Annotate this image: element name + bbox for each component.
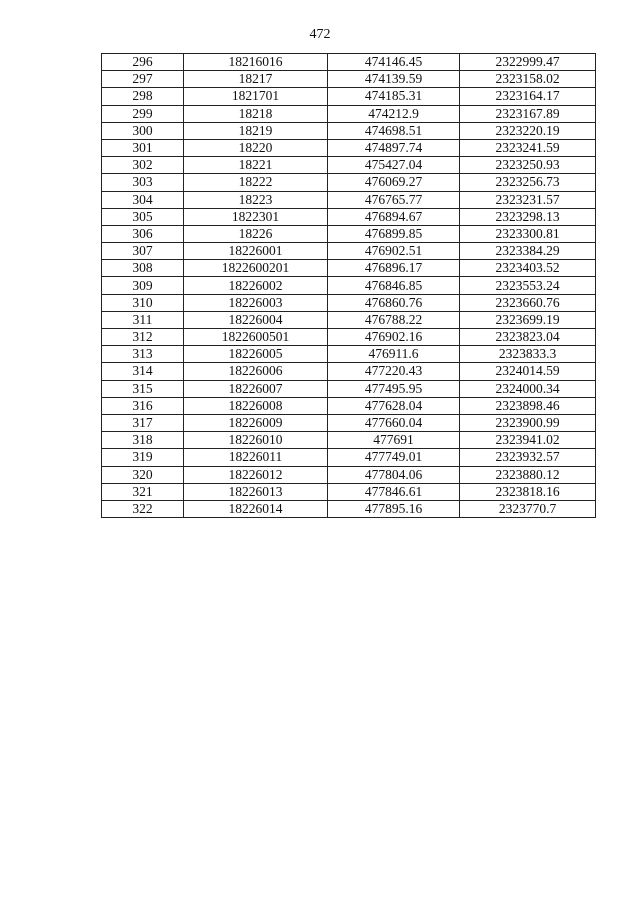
- point-number-cell: 297: [102, 71, 184, 88]
- x-coordinate-cell: 476896.17: [328, 260, 460, 277]
- point-code-cell: 1822301: [184, 208, 328, 225]
- y-coordinate-cell: 2323941.02: [460, 432, 596, 449]
- table-row: [102, 71, 596, 88]
- point-code-cell: 18220: [184, 139, 328, 156]
- table-row: [102, 174, 596, 191]
- point-number-cell: 303: [102, 174, 184, 191]
- x-coordinate-cell: 477220.43: [328, 363, 460, 380]
- point-number-cell: 315: [102, 380, 184, 397]
- point-number-cell: 301: [102, 139, 184, 156]
- y-coordinate-cell: 2323932.57: [460, 449, 596, 466]
- point-code-cell: 18218: [184, 105, 328, 122]
- point-number-cell: 318: [102, 432, 184, 449]
- x-coordinate-cell: 476911.6: [328, 346, 460, 363]
- x-coordinate-cell: 474139.59: [328, 71, 460, 88]
- table-row: [102, 122, 596, 139]
- table-row: [102, 346, 596, 363]
- x-coordinate-cell: 477749.01: [328, 449, 460, 466]
- y-coordinate-cell: 2323880.12: [460, 466, 596, 483]
- x-coordinate-cell: 474897.74: [328, 139, 460, 156]
- point-code-cell: 18226013: [184, 483, 328, 500]
- point-number-cell: 305: [102, 208, 184, 225]
- point-number-cell: 311: [102, 311, 184, 328]
- y-coordinate-cell: 2323241.59: [460, 139, 596, 156]
- point-number-cell: 299: [102, 105, 184, 122]
- point-code-cell: 18226008: [184, 397, 328, 414]
- point-number-cell: 300: [102, 122, 184, 139]
- point-number-cell: 306: [102, 225, 184, 242]
- point-number-cell: 313: [102, 346, 184, 363]
- x-coordinate-cell: 476846.85: [328, 277, 460, 294]
- table-row: [102, 449, 596, 466]
- x-coordinate-cell: 475427.04: [328, 157, 460, 174]
- table-row: [102, 157, 596, 174]
- x-coordinate-cell: 476902.51: [328, 243, 460, 260]
- x-coordinate-cell: 477628.04: [328, 397, 460, 414]
- y-coordinate-cell: 2323220.19: [460, 122, 596, 139]
- table-body: [102, 54, 596, 518]
- y-coordinate-cell: 2323823.04: [460, 329, 596, 346]
- point-number-cell: 319: [102, 449, 184, 466]
- table-row: [102, 88, 596, 105]
- y-coordinate-cell: 2323660.76: [460, 294, 596, 311]
- point-code-cell: 18221: [184, 157, 328, 174]
- point-code-cell: 18226014: [184, 500, 328, 517]
- table-row: [102, 294, 596, 311]
- y-coordinate-cell: 2323167.89: [460, 105, 596, 122]
- point-code-cell: 18226007: [184, 380, 328, 397]
- table-row: [102, 105, 596, 122]
- y-coordinate-cell: 2324014.59: [460, 363, 596, 380]
- point-number-cell: 312: [102, 329, 184, 346]
- x-coordinate-cell: 476860.76: [328, 294, 460, 311]
- y-coordinate-cell: 2323898.46: [460, 397, 596, 414]
- point-code-cell: 1822600501: [184, 329, 328, 346]
- x-coordinate-cell: 476902.16: [328, 329, 460, 346]
- y-coordinate-cell: 2323158.02: [460, 71, 596, 88]
- point-number-cell: 321: [102, 483, 184, 500]
- x-coordinate-cell: 477691: [328, 432, 460, 449]
- x-coordinate-cell: 474698.51: [328, 122, 460, 139]
- x-coordinate-cell: 477804.06: [328, 466, 460, 483]
- x-coordinate-cell: 477495.95: [328, 380, 460, 397]
- y-coordinate-cell: 2323231.57: [460, 191, 596, 208]
- y-coordinate-cell: 2323250.93: [460, 157, 596, 174]
- table-row: [102, 500, 596, 517]
- y-coordinate-cell: 2323300.81: [460, 225, 596, 242]
- table-row: [102, 260, 596, 277]
- x-coordinate-cell: 476894.67: [328, 208, 460, 225]
- x-coordinate-cell: 474146.45: [328, 54, 460, 71]
- y-coordinate-cell: 2324000.34: [460, 380, 596, 397]
- x-coordinate-cell: 474185.31: [328, 88, 460, 105]
- point-code-cell: 18226005: [184, 346, 328, 363]
- table-row: [102, 432, 596, 449]
- x-coordinate-cell: 476765.77: [328, 191, 460, 208]
- point-number-cell: 309: [102, 277, 184, 294]
- point-code-cell: 18226012: [184, 466, 328, 483]
- point-code-cell: 18226006: [184, 363, 328, 380]
- y-coordinate-cell: 2323770.7: [460, 500, 596, 517]
- point-code-cell: 18216016: [184, 54, 328, 71]
- point-number-cell: 316: [102, 397, 184, 414]
- point-number-cell: 320: [102, 466, 184, 483]
- point-code-cell: 18226011: [184, 449, 328, 466]
- y-coordinate-cell: 2323699.19: [460, 311, 596, 328]
- point-number-cell: 308: [102, 260, 184, 277]
- table-row: [102, 483, 596, 500]
- page-number: 472: [309, 27, 331, 42]
- point-number-cell: 298: [102, 88, 184, 105]
- table-row: [102, 54, 596, 71]
- point-number-cell: 302: [102, 157, 184, 174]
- point-code-cell: 18226010: [184, 432, 328, 449]
- point-code-cell: 1821701: [184, 88, 328, 105]
- point-number-cell: 296: [102, 54, 184, 71]
- point-code-cell: 18226009: [184, 414, 328, 431]
- table-row: [102, 277, 596, 294]
- point-number-cell: 314: [102, 363, 184, 380]
- table-row: [102, 191, 596, 208]
- point-number-cell: 322: [102, 500, 184, 517]
- y-coordinate-cell: 2323553.24: [460, 277, 596, 294]
- table-row: [102, 243, 596, 260]
- y-coordinate-cell: 2323164.17: [460, 88, 596, 105]
- table-row: [102, 414, 596, 431]
- table-row: [102, 363, 596, 380]
- point-number-cell: 307: [102, 243, 184, 260]
- point-code-cell: 1822600201: [184, 260, 328, 277]
- point-code-cell: 18223: [184, 191, 328, 208]
- x-coordinate-cell: 477846.61: [328, 483, 460, 500]
- table-row: [102, 225, 596, 242]
- point-number-cell: 310: [102, 294, 184, 311]
- y-coordinate-cell: 2323833.3: [460, 346, 596, 363]
- table-row: [102, 311, 596, 328]
- table-row: [102, 139, 596, 156]
- coordinates-table: [101, 53, 596, 518]
- point-code-cell: 18226003: [184, 294, 328, 311]
- table-row: [102, 380, 596, 397]
- x-coordinate-cell: 477660.04: [328, 414, 460, 431]
- x-coordinate-cell: 474212.9: [328, 105, 460, 122]
- y-coordinate-cell: 2322999.47: [460, 54, 596, 71]
- x-coordinate-cell: 476069.27: [328, 174, 460, 191]
- y-coordinate-cell: 2323900.99: [460, 414, 596, 431]
- x-coordinate-cell: 476788.22: [328, 311, 460, 328]
- point-code-cell: 18226: [184, 225, 328, 242]
- y-coordinate-cell: 2323256.73: [460, 174, 596, 191]
- table-row: [102, 329, 596, 346]
- point-code-cell: 18226004: [184, 311, 328, 328]
- table-row: [102, 208, 596, 225]
- y-coordinate-cell: 2323384.29: [460, 243, 596, 260]
- x-coordinate-cell: 477895.16: [328, 500, 460, 517]
- y-coordinate-cell: 2323818.16: [460, 483, 596, 500]
- point-number-cell: 304: [102, 191, 184, 208]
- y-coordinate-cell: 2323403.52: [460, 260, 596, 277]
- point-code-cell: 18217: [184, 71, 328, 88]
- x-coordinate-cell: 476899.85: [328, 225, 460, 242]
- point-code-cell: 18219: [184, 122, 328, 139]
- table-row: [102, 466, 596, 483]
- point-number-cell: 317: [102, 414, 184, 431]
- point-code-cell: 18222: [184, 174, 328, 191]
- y-coordinate-cell: 2323298.13: [460, 208, 596, 225]
- point-code-cell: 18226002: [184, 277, 328, 294]
- table-row: [102, 397, 596, 414]
- point-code-cell: 18226001: [184, 243, 328, 260]
